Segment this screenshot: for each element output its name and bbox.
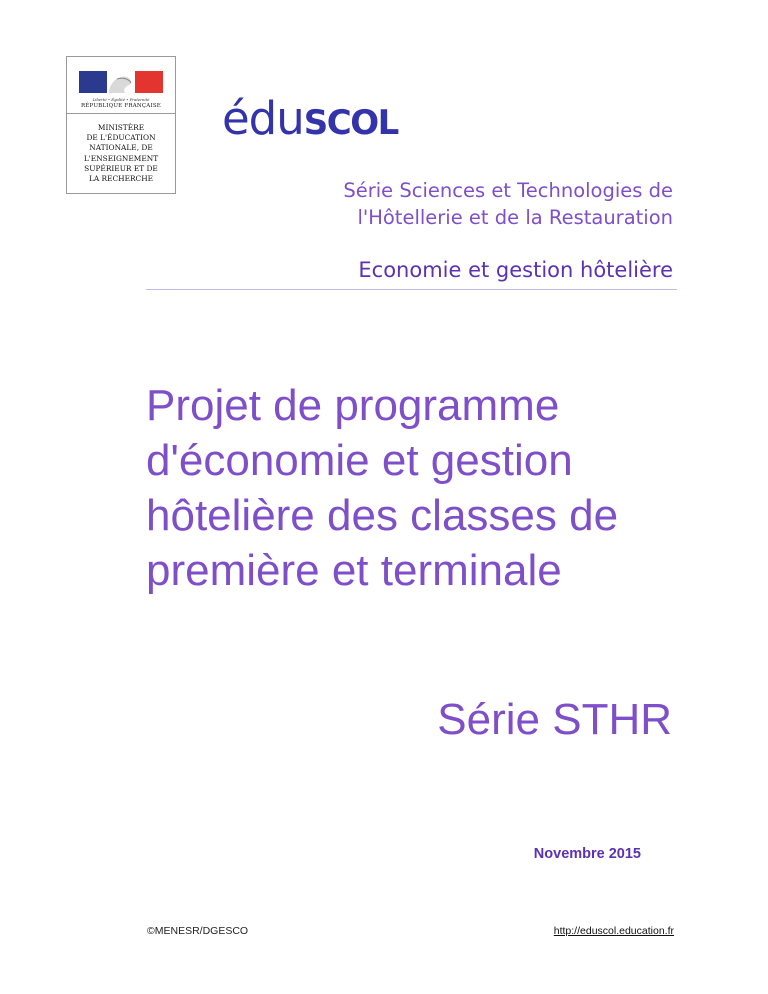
republic-label: RÉPUBLIQUE FRANÇAISE [80,103,162,109]
document-title: Projet de programme d'économie et gestion hôtelière des classes de première et terminale [146,381,619,595]
ministry-logo [66,56,176,194]
copyright: ©MENESR/DGESCO [147,925,249,937]
marianne-flag-icon [79,69,163,95]
logo-divider [67,113,175,114]
motto: Liberté • Égalité • Fraternité [92,97,150,102]
header-divider [146,289,677,290]
ministry-name: MINISTÈRE DE L'ÉDUCATION NATIONALE, DE L'ENSEIGNEMENT SUPÉRIEUR ET DE LA RECHERCHE [83,123,159,184]
publication-date: Novembre 2015 [533,846,641,862]
eduscol-logo-scol: SCOL [303,103,398,143]
series-title: Série Sciences et Technologies de l'Hôtellerie et de la Restauration [343,179,673,229]
series-label: Série STHR [437,695,672,744]
eduscol-logo-edu: édu [222,92,304,145]
eduscol-logo [222,92,398,152]
subject-title: Economie et gestion hôtelière [358,258,673,282]
website-link[interactable]: http://eduscol.education.fr [553,925,674,937]
